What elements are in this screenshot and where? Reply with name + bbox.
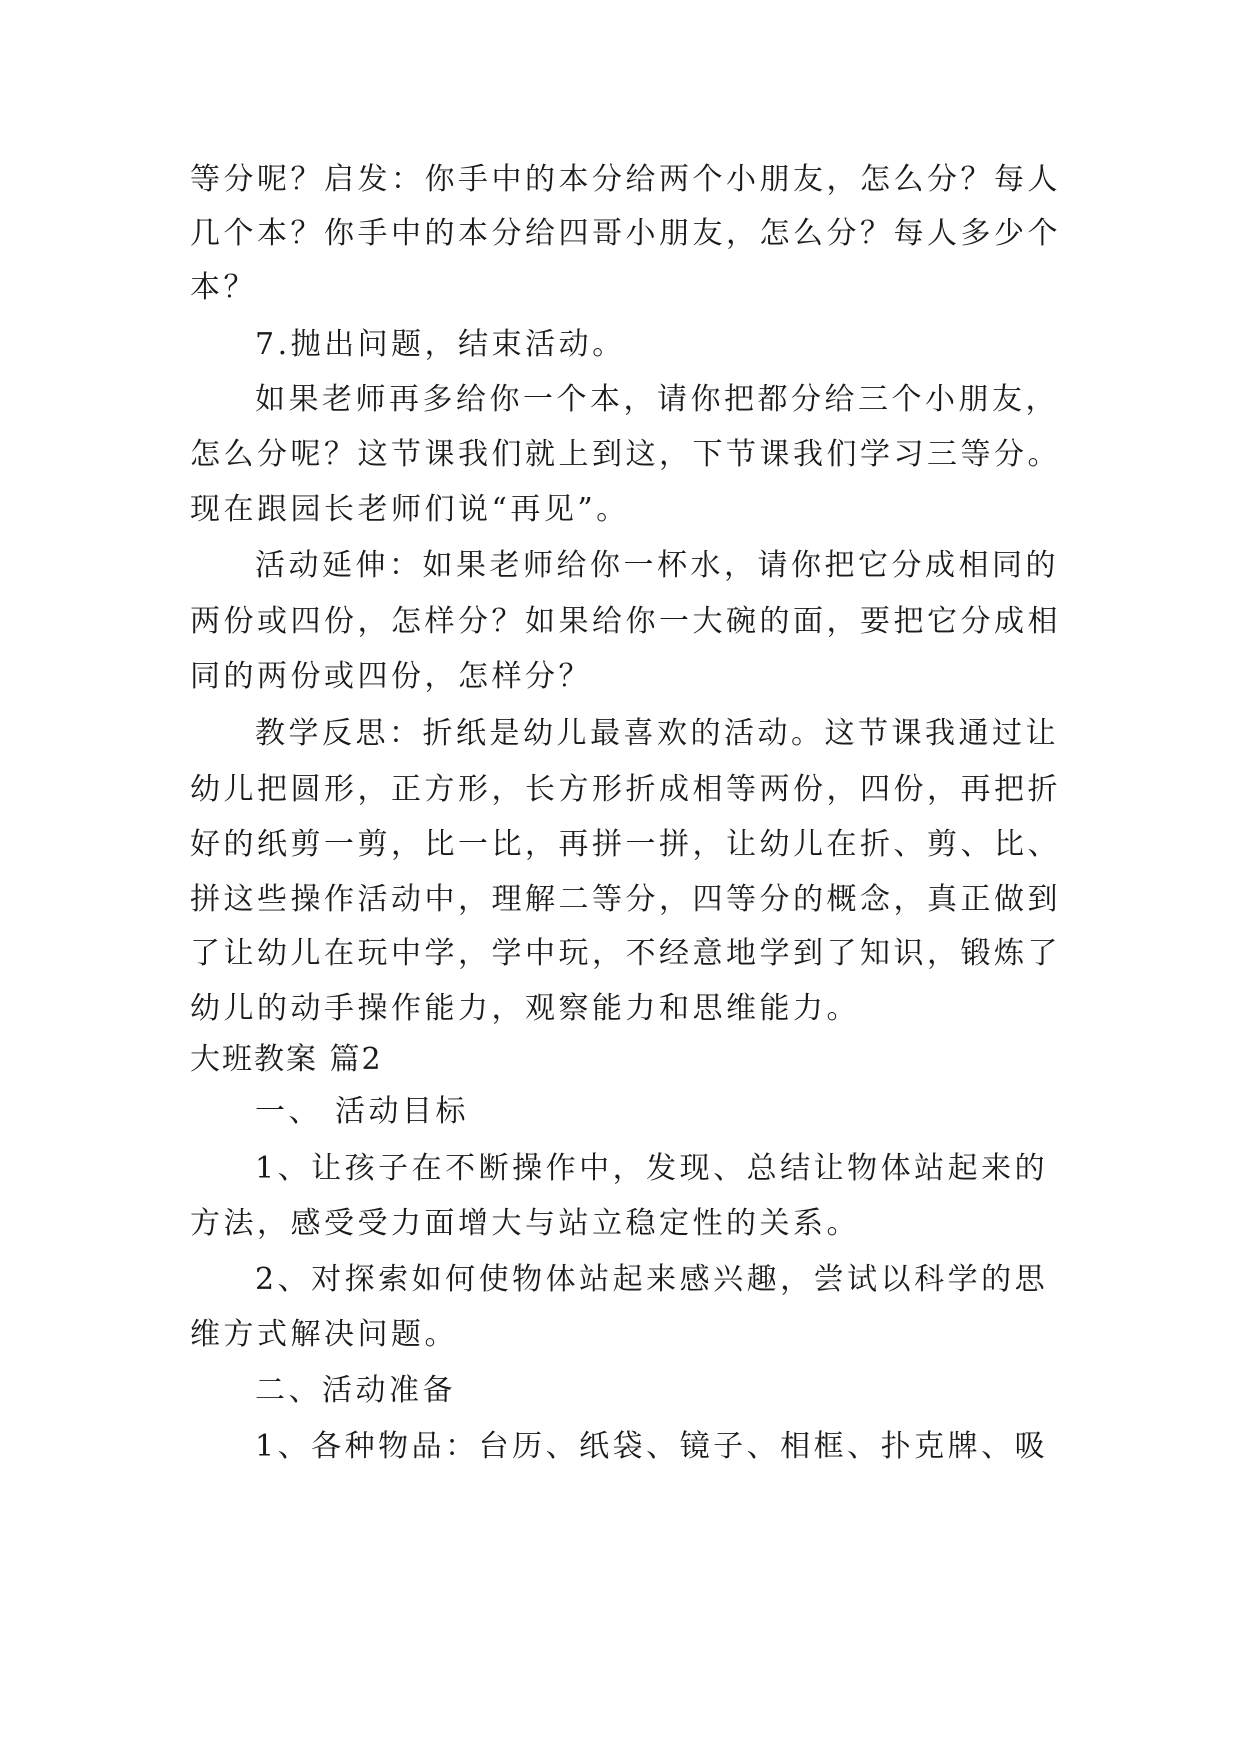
section-heading: 二、活动准备 xyxy=(255,1373,456,1408)
list-item: 1、各种物品：台历、纸袋、镜子、相框、扑克牌、吸 xyxy=(255,1429,1049,1464)
list-item: 2、对探索如何使物体站起来感兴趣，尝试以科学的思 xyxy=(255,1262,1049,1297)
list-item: 1、让孩子在不断操作中，发现、总结让物体站起来的 xyxy=(255,1151,1049,1186)
paragraph-line: 如果老师再多给你一个本，请你把都分给三个小朋友， xyxy=(255,382,1059,417)
paragraph-line: 怎么分呢？这节课我们就上到这，下节课我们学习三等分。 xyxy=(190,437,1061,472)
section-title: 大班教案 篇2 xyxy=(190,1042,383,1077)
step-heading: 7.抛出问题，结束活动。 xyxy=(255,327,626,362)
paragraph-line: 好的纸剪一剪，比一比，再拼一拼，让幼儿在折、剪、比、 xyxy=(190,827,1061,862)
list-item-continuation: 方法，感受受力面增大与站立稳定性的关系。 xyxy=(190,1206,860,1241)
paragraph-line: 拼这些操作活动中，理解二等分，四等分的概念，真正做到 xyxy=(190,882,1061,917)
paragraph-line: 几个本？你手中的本分给四哥小朋友，怎么分？每人多少个 xyxy=(190,216,1061,251)
paragraph-line: 了让幼儿在玩中学，学中玩，不经意地学到了知识，锻炼了 xyxy=(190,936,1061,971)
paragraph-line: 幼儿把圆形，正方形，长方形折成相等两份，四份，再把折 xyxy=(190,772,1061,807)
paragraph-line: 教学反思：折纸是幼儿最喜欢的活动。这节课我通过让 xyxy=(255,716,1059,751)
paragraph-line: 活动延伸：如果老师给你一杯水，请你把它分成相同的 xyxy=(255,548,1059,583)
section-heading: 一、 活动目标 xyxy=(255,1094,470,1129)
paragraph-line: 两份或四份，怎样分？如果给你一大碗的面，要把它分成相 xyxy=(190,604,1061,639)
paragraph-line: 现在跟园长老师们说“再见”。 xyxy=(190,492,630,527)
paragraph-line: 等分呢？启发：你手中的本分给两个小朋友，怎么分？每人 xyxy=(190,162,1061,197)
paragraph-line: 本？ xyxy=(190,270,257,305)
list-item-continuation: 维方式解决问题。 xyxy=(190,1317,458,1352)
paragraph-line: 同的两份或四份，怎样分？ xyxy=(190,659,592,694)
paragraph-line: 幼儿的动手操作能力，观察能力和思维能力。 xyxy=(190,991,860,1026)
